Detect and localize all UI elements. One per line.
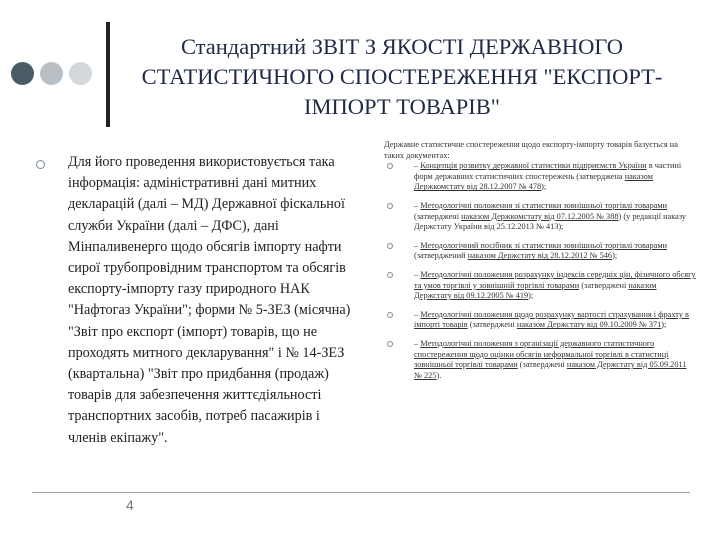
document-link[interactable]: Методологічні положення з організації державного статистичного спостереження щодо оцінки обсягів неформальної торгівлі в статистиці зовнішньої торгівлі товарами — [414, 338, 669, 370]
bullet-icon — [387, 341, 393, 347]
document-link[interactable]: Концепція розвитку державної статистики підприємств України — [420, 161, 647, 171]
document-item — [384, 310, 696, 331]
document-item — [384, 241, 696, 262]
main-paragraph: Для його проведення використовується така інформація: адміністративні дані митних декларацій (далі – МД) Державної фіскальної служби України (далі – ДФС), дані Мінпаливенерго щодо обсягів імпорту нафти сирої трубопровідним транспортом та обсягів експорту-імпорту газу природного НАК "Нафтогаз України"; форми № 5-ЗЕЗ (місячна) "Звіт про експорт (імпорт) товарів, що не проходять митного декларування" і № 14-ЗЕЗ (квартальна) "Звіт про придбання (продаж) товарів для забезпечення життєдіяльності транспортних засобів, потреб пасажирів і членів екіпажу". — [68, 154, 351, 446]
document-text: (затверджені — [467, 320, 517, 330]
document-text: (затверджені — [579, 280, 629, 290]
decree-link[interactable]: наказом Держстату від 28.12.2012 № 546 — [467, 251, 613, 261]
decree-link[interactable]: наказом Держстату від 05.09.2011 № 225 — [414, 360, 687, 380]
document-prefix: – — [414, 240, 421, 250]
document-text: (затверджений — [414, 251, 468, 261]
document-item — [384, 270, 696, 302]
document-link[interactable]: Методологічні положення щодо розрахунку вартості страхування і фрахту в імпорті товарів — [414, 309, 689, 330]
document-suffix: ); — [612, 251, 618, 261]
decree-link[interactable]: наказом Держстату від 09.10.2009 № 371 — [516, 320, 662, 330]
footer-divider — [32, 492, 690, 493]
document-link[interactable]: Методологічний посібник зі статистики зовнішньої торгівлі товарами — [420, 240, 668, 250]
document-prefix: – — [414, 309, 421, 319]
bullet-icon — [387, 312, 393, 318]
bullet-icon — [387, 163, 393, 169]
document-text: в частині форм державних статистичних спостережень (затверджена — [414, 161, 682, 181]
decor-dot-mid — [40, 62, 63, 85]
bullet-icon — [387, 272, 393, 278]
document-item — [384, 201, 696, 233]
decor-dot-light — [69, 62, 92, 85]
bullet-icon — [36, 160, 45, 169]
decree-link[interactable]: наказом Держкомстату від 07.12.2005 № 388 — [461, 211, 619, 221]
documents-panel — [384, 140, 696, 381]
document-text: (затверджені — [414, 211, 462, 221]
document-suffix: ); — [541, 182, 547, 192]
document-prefix: – — [414, 161, 421, 171]
document-link[interactable]: Методологічні положення зі статистики зовнішньої торгівлі товарами — [420, 200, 668, 210]
title-divider — [106, 22, 110, 127]
document-suffix: ). — [436, 370, 442, 380]
decree-link[interactable]: наказом Держкомстату від 28.12.2007 № 478 — [414, 171, 653, 192]
document-text: (затверджені — [517, 360, 567, 370]
bullet-icon — [387, 203, 393, 209]
documents-intro: Державне статистичне спостереження щодо експорту-імпорту товарів базується на таких документах: — [384, 140, 678, 160]
document-prefix: – — [414, 338, 421, 348]
document-prefix: – — [414, 269, 421, 279]
decree-link[interactable]: наказом Держстату від 09.12.2005 № 419 — [414, 280, 657, 301]
documents-list — [384, 161, 696, 381]
page-number: 4 — [126, 497, 134, 513]
document-suffix: ) (у редакції наказу Держстату України від 25.12.2013 № 413); — [414, 211, 687, 232]
document-item — [384, 339, 696, 381]
slide-title: Стандартний ЗВІТ З ЯКОСТІ ДЕРЖАВНОГО СТАТИСТИЧНОГО СПОСТЕРЕЖЕННЯ "ЕКСПОРТ-ІМПОРТ ТОВАРІВ" — [141, 34, 663, 119]
document-item — [384, 161, 696, 193]
document-prefix: – — [414, 200, 421, 210]
bullet-icon — [387, 243, 393, 249]
document-suffix: ); — [661, 320, 667, 330]
document-link[interactable]: Методологічні положення розрахунку індексів середніх цін, фізичного обсягу та умов торгівлі у зовнішній торгівлі товарами — [414, 269, 696, 290]
decor-dot-dark — [11, 62, 34, 85]
document-suffix: ); — [528, 291, 534, 301]
